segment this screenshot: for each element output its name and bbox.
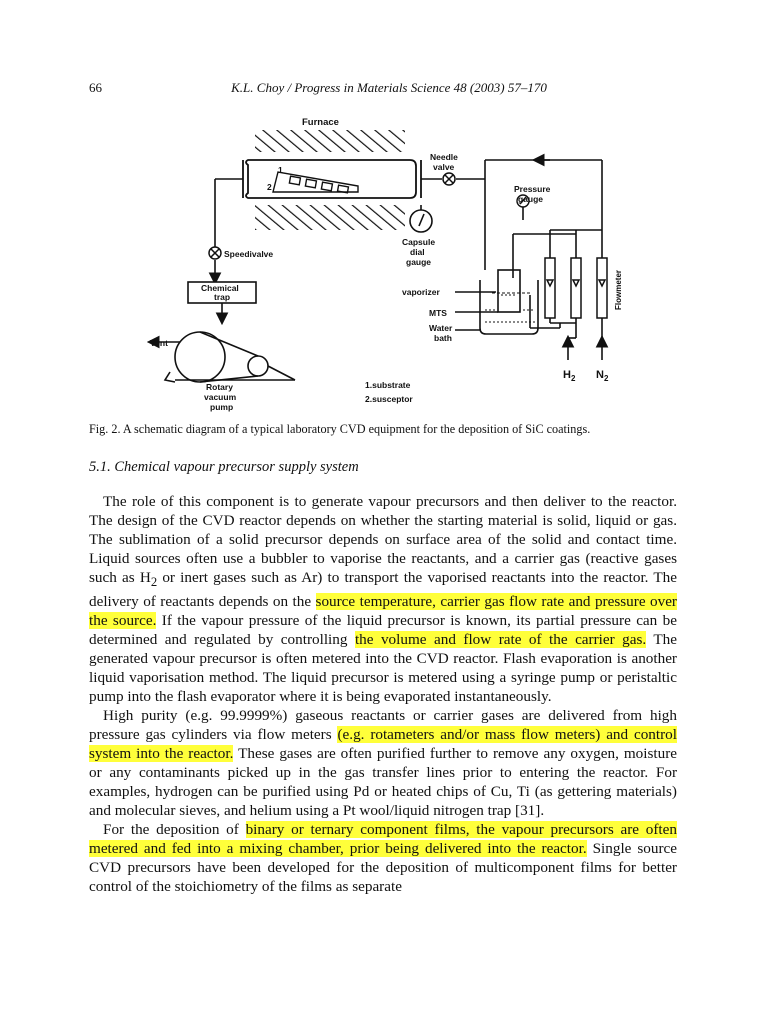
vaporizer-label: vaporizer bbox=[402, 287, 440, 297]
highlight-source-temperature: source temperature, carrier gas flow rate and pressure over the source. bbox=[89, 593, 677, 630]
furnace-bottom-heater bbox=[255, 205, 405, 230]
p3-text-a: For the deposition of bbox=[103, 821, 246, 839]
p1-text-c: If the vapour pressure of the liquid precursor is known, its partial pressure can be determined and regulated by controlling bbox=[89, 612, 677, 649]
capsule-label-1: Capsule bbox=[402, 237, 436, 247]
furnace-label: Furnace bbox=[302, 117, 339, 128]
rotary-vacuum-pump bbox=[150, 332, 295, 382]
furnace-top-heater bbox=[255, 130, 405, 152]
cvd-schematic-figure bbox=[140, 110, 630, 415]
page-number: 66 bbox=[89, 80, 102, 95]
marker-susceptor: 2 bbox=[267, 182, 272, 192]
rotary-label-2: vacuum bbox=[204, 392, 237, 402]
h2-label bbox=[563, 369, 576, 383]
needle-valve-label-2: valve bbox=[433, 162, 455, 172]
susceptor-with-substrates bbox=[273, 172, 358, 193]
chemical-trap-label-2: trap bbox=[214, 292, 231, 302]
water-bath-label-2: bath bbox=[434, 333, 452, 343]
pressure-gauge-label-1: Pressure bbox=[514, 184, 551, 194]
p1-text-a: The role of this component is to generate vapour precursors and then deliver to the reactor. The design of the CVD reactor depends on whether the starting material is solid, liquid or gas. The sublimation of a solid precursor depends on surface area of the solid and contact time. Liquid sources often use a bubbler to vaporise the reactants, and a carrier gas (reactive gases such as H bbox=[89, 493, 677, 586]
p1-text-d: The generated vapour precursor is often metered into the CVD reactor. Flash evaporation is another liquid vaporisation method. The liquid precursor is metered using a syringe pump or peristaltic pump into the flash evaporator where it is being evaporated instantaneously. bbox=[89, 631, 678, 706]
rotary-label-3: pump bbox=[210, 402, 234, 412]
marker-substrate: 1 bbox=[278, 165, 283, 175]
flowmeters bbox=[545, 258, 607, 318]
body-text bbox=[89, 492, 677, 896]
water-bath-label-1: Water bbox=[429, 323, 453, 333]
p1-text-b: or inert gases such as Ar) to transport the vaporised reactants into the reactor. The delivery of reactants depends on the bbox=[89, 569, 677, 611]
speedivalve-icon bbox=[209, 247, 221, 259]
needle-valve-icon bbox=[443, 173, 455, 185]
figure-caption: Fig. 2. A schematic diagram of a typical laboratory CVD equipment for the deposition of SiC coatings. bbox=[89, 422, 591, 436]
vaporizer-and-water-bath bbox=[455, 270, 538, 334]
p2-text-a: High purity (e.g. 99.9999%) gaseous reactants or carrier gases are delivered from high pressure gas cylinders via flow meters bbox=[89, 707, 677, 744]
speedivalve-label: Speedivalve bbox=[224, 249, 274, 259]
highlight-flow-meters: (e.g. rotameters and/or mass flow meters) and control system into the reactor. bbox=[89, 726, 677, 763]
paragraph-2 bbox=[89, 706, 677, 820]
paragraph-1 bbox=[89, 492, 677, 706]
running-head: K.L. Choy / Progress in Materials Science 48 (2003) 57–170 bbox=[231, 80, 547, 95]
legend-substrate: 1.substrate bbox=[365, 380, 411, 390]
h2-subscript: 2 bbox=[570, 374, 576, 383]
pressure-gauge-label-2: gauge bbox=[518, 194, 544, 204]
capsule-dial-gauge-icon bbox=[410, 205, 432, 232]
capsule-label-2: dial bbox=[410, 247, 425, 257]
p3-text-b: Single source CVD precursors have been developed for the deposition of multicomponent films for better control of the stoichiometry of the films as separate bbox=[89, 840, 678, 896]
rotary-label-1: Rotary bbox=[206, 382, 233, 392]
section-heading: 5.1. Chemical vapour precursor supply system bbox=[89, 459, 359, 475]
chemical-trap-label-1: Chemical bbox=[201, 283, 239, 293]
paragraph-3 bbox=[89, 820, 677, 896]
p1-subscript: 2 bbox=[150, 575, 158, 590]
legend-susceptor: 2.susceptor bbox=[365, 394, 413, 404]
n2-symbol: N bbox=[596, 369, 604, 381]
vent-label: Vent bbox=[150, 338, 168, 348]
highlight-binary-ternary: binary or ternary component films, the vapour precursors are often metered and fed into a mixing chamber, prior being delivered into the reactor. bbox=[89, 821, 677, 858]
mts-label: MTS bbox=[429, 308, 447, 318]
n2-subscript: 2 bbox=[603, 374, 609, 383]
capsule-label-3: gauge bbox=[406, 257, 432, 267]
needle-valve-label-1: Needle bbox=[430, 152, 458, 162]
flowmeter-label: Flowmeter bbox=[614, 269, 623, 310]
p2-text-b: These gases are often purified further to remove any oxygen, moisture or any contaminants picked up in the gas transfer lines prior to entering the reactor. For examples, hydrogen can be purified using Pd or heated chips of Cu, Ti (as gettering materials) and molecular sieves, and helium using a Pt wool/liquid nitrogen trap [31]. bbox=[89, 745, 677, 820]
h2-symbol: H bbox=[563, 369, 571, 381]
n2-label bbox=[596, 369, 609, 383]
highlight-carrier-gas: the volume and flow rate of the carrier gas. bbox=[354, 631, 647, 649]
